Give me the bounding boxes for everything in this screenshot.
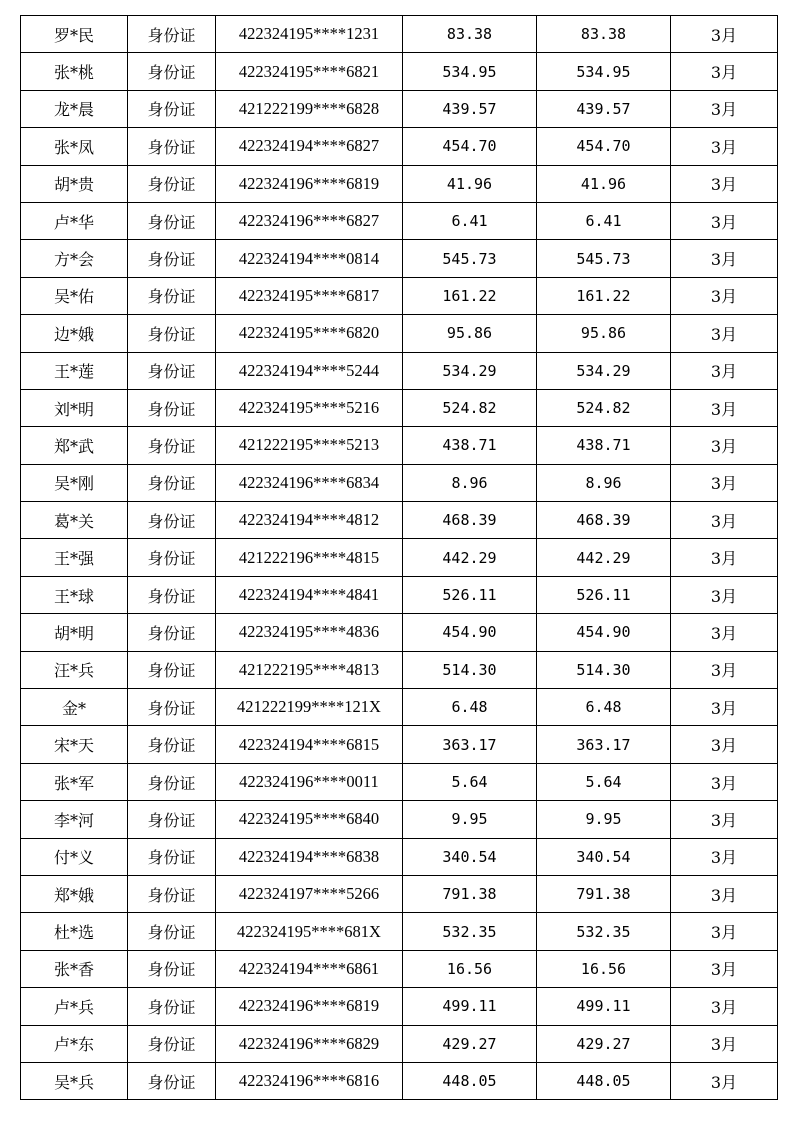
table-row xyxy=(21,277,778,314)
id-type-cell: 身份证 xyxy=(128,875,216,912)
month-cell: 3月 xyxy=(671,913,778,950)
id-number-cell: 422324194****0814 xyxy=(216,240,403,277)
amount-cell: 454.90 xyxy=(403,614,537,651)
name-cell: 刘*明 xyxy=(21,389,128,426)
table-row xyxy=(21,875,778,912)
amount-cell: 363.17 xyxy=(403,726,537,763)
table-row xyxy=(21,502,778,539)
amount-cell: 340.54 xyxy=(403,838,537,875)
name-cell: 葛*关 xyxy=(21,502,128,539)
month-cell: 3月 xyxy=(671,875,778,912)
amount-cell: 6.48 xyxy=(403,689,537,726)
amount-cell: 442.29 xyxy=(403,539,537,576)
table-row xyxy=(21,16,778,53)
name-cell: 罗*民 xyxy=(21,16,128,53)
table-row xyxy=(21,1062,778,1099)
month-cell: 3月 xyxy=(671,502,778,539)
table-row xyxy=(21,838,778,875)
amount-cell: 534.95 xyxy=(403,53,537,90)
name-cell: 郑*娥 xyxy=(21,875,128,912)
id-number-cell: 422324196****6827 xyxy=(216,202,403,239)
paid-amount-cell: 438.71 xyxy=(537,427,671,464)
paid-amount-cell: 16.56 xyxy=(537,950,671,987)
subsidy-table xyxy=(20,15,778,1100)
id-number-cell: 422324195****5216 xyxy=(216,389,403,426)
amount-cell: 454.70 xyxy=(403,128,537,165)
amount-cell: 41.96 xyxy=(403,165,537,202)
amount-cell: 468.39 xyxy=(403,502,537,539)
name-cell: 付*义 xyxy=(21,838,128,875)
month-cell: 3月 xyxy=(671,1062,778,1099)
id-type-cell: 身份证 xyxy=(128,801,216,838)
paid-amount-cell: 524.82 xyxy=(537,389,671,426)
table-row xyxy=(21,240,778,277)
amount-cell: 429.27 xyxy=(403,1025,537,1062)
table-row xyxy=(21,389,778,426)
table-row xyxy=(21,165,778,202)
id-number-cell: 422324195****1231 xyxy=(216,16,403,53)
name-cell: 胡*明 xyxy=(21,614,128,651)
table-body xyxy=(21,16,778,1100)
id-type-cell: 身份证 xyxy=(128,763,216,800)
table-row xyxy=(21,651,778,688)
amount-cell: 448.05 xyxy=(403,1062,537,1099)
table-row xyxy=(21,202,778,239)
month-cell: 3月 xyxy=(671,352,778,389)
paid-amount-cell: 83.38 xyxy=(537,16,671,53)
id-type-cell: 身份证 xyxy=(128,838,216,875)
month-cell: 3月 xyxy=(671,128,778,165)
paid-amount-cell: 454.90 xyxy=(537,614,671,651)
name-cell: 李*河 xyxy=(21,801,128,838)
id-type-cell: 身份证 xyxy=(128,950,216,987)
name-cell: 张*军 xyxy=(21,763,128,800)
table-row xyxy=(21,53,778,90)
month-cell: 3月 xyxy=(671,427,778,464)
table-row xyxy=(21,464,778,501)
id-type-cell: 身份证 xyxy=(128,1062,216,1099)
paid-amount-cell: 8.96 xyxy=(537,464,671,501)
paid-amount-cell: 442.29 xyxy=(537,539,671,576)
paid-amount-cell: 41.96 xyxy=(537,165,671,202)
id-number-cell: 422324196****6816 xyxy=(216,1062,403,1099)
table-row xyxy=(21,913,778,950)
name-cell: 张*凤 xyxy=(21,128,128,165)
paid-amount-cell: 534.29 xyxy=(537,352,671,389)
amount-cell: 545.73 xyxy=(403,240,537,277)
id-number-cell: 422324194****6815 xyxy=(216,726,403,763)
id-type-cell: 身份证 xyxy=(128,913,216,950)
month-cell: 3月 xyxy=(671,240,778,277)
amount-cell: 526.11 xyxy=(403,576,537,613)
month-cell: 3月 xyxy=(671,801,778,838)
table-row xyxy=(21,427,778,464)
amount-cell: 439.57 xyxy=(403,90,537,127)
paid-amount-cell: 6.48 xyxy=(537,689,671,726)
id-type-cell: 身份证 xyxy=(128,202,216,239)
id-number-cell: 421222195****4813 xyxy=(216,651,403,688)
month-cell: 3月 xyxy=(671,90,778,127)
id-type-cell: 身份证 xyxy=(128,240,216,277)
id-number-cell: 422324194****5244 xyxy=(216,352,403,389)
table-row xyxy=(21,726,778,763)
id-number-cell: 422324195****681X xyxy=(216,913,403,950)
name-cell: 边*娥 xyxy=(21,315,128,352)
month-cell: 3月 xyxy=(671,763,778,800)
month-cell: 3月 xyxy=(671,576,778,613)
month-cell: 3月 xyxy=(671,165,778,202)
id-number-cell: 422324195****4836 xyxy=(216,614,403,651)
id-type-cell: 身份证 xyxy=(128,1025,216,1062)
amount-cell: 438.71 xyxy=(403,427,537,464)
paid-amount-cell: 340.54 xyxy=(537,838,671,875)
table-row xyxy=(21,801,778,838)
name-cell: 张*香 xyxy=(21,950,128,987)
id-number-cell: 421222199****121X xyxy=(216,689,403,726)
month-cell: 3月 xyxy=(671,689,778,726)
name-cell: 王*莲 xyxy=(21,352,128,389)
name-cell: 吴*兵 xyxy=(21,1062,128,1099)
table-row xyxy=(21,614,778,651)
table-row xyxy=(21,950,778,987)
table-row xyxy=(21,352,778,389)
name-cell: 汪*兵 xyxy=(21,651,128,688)
id-type-cell: 身份证 xyxy=(128,464,216,501)
month-cell: 3月 xyxy=(671,53,778,90)
table-row xyxy=(21,763,778,800)
id-type-cell: 身份证 xyxy=(128,315,216,352)
paid-amount-cell: 95.86 xyxy=(537,315,671,352)
id-number-cell: 422324197****5266 xyxy=(216,875,403,912)
table-row xyxy=(21,128,778,165)
amount-cell: 534.29 xyxy=(403,352,537,389)
amount-cell: 499.11 xyxy=(403,988,537,1025)
id-number-cell: 422324195****6820 xyxy=(216,315,403,352)
id-type-cell: 身份证 xyxy=(128,726,216,763)
id-type-cell: 身份证 xyxy=(128,128,216,165)
paid-amount-cell: 5.64 xyxy=(537,763,671,800)
paid-amount-cell: 439.57 xyxy=(537,90,671,127)
month-cell: 3月 xyxy=(671,614,778,651)
name-cell: 卢*东 xyxy=(21,1025,128,1062)
paid-amount-cell: 514.30 xyxy=(537,651,671,688)
paid-amount-cell: 161.22 xyxy=(537,277,671,314)
amount-cell: 791.38 xyxy=(403,875,537,912)
id-type-cell: 身份证 xyxy=(128,614,216,651)
name-cell: 卢*兵 xyxy=(21,988,128,1025)
month-cell: 3月 xyxy=(671,950,778,987)
id-number-cell: 422324194****4812 xyxy=(216,502,403,539)
month-cell: 3月 xyxy=(671,464,778,501)
name-cell: 郑*武 xyxy=(21,427,128,464)
table-row xyxy=(21,315,778,352)
name-cell: 张*桃 xyxy=(21,53,128,90)
name-cell: 吴*刚 xyxy=(21,464,128,501)
id-number-cell: 421222195****5213 xyxy=(216,427,403,464)
name-cell: 方*会 xyxy=(21,240,128,277)
amount-cell: 514.30 xyxy=(403,651,537,688)
amount-cell: 5.64 xyxy=(403,763,537,800)
name-cell: 杜*选 xyxy=(21,913,128,950)
paid-amount-cell: 429.27 xyxy=(537,1025,671,1062)
paid-amount-cell: 448.05 xyxy=(537,1062,671,1099)
id-type-cell: 身份证 xyxy=(128,53,216,90)
amount-cell: 95.86 xyxy=(403,315,537,352)
id-type-cell: 身份证 xyxy=(128,502,216,539)
id-type-cell: 身份证 xyxy=(128,352,216,389)
month-cell: 3月 xyxy=(671,315,778,352)
paid-amount-cell: 534.95 xyxy=(537,53,671,90)
amount-cell: 532.35 xyxy=(403,913,537,950)
id-number-cell: 422324196****0011 xyxy=(216,763,403,800)
id-type-cell: 身份证 xyxy=(128,539,216,576)
amount-cell: 6.41 xyxy=(403,202,537,239)
id-type-cell: 身份证 xyxy=(128,427,216,464)
id-number-cell: 422324196****6834 xyxy=(216,464,403,501)
name-cell: 宋*天 xyxy=(21,726,128,763)
paid-amount-cell: 9.95 xyxy=(537,801,671,838)
id-number-cell: 421222199****6828 xyxy=(216,90,403,127)
table-row xyxy=(21,539,778,576)
id-number-cell: 422324195****6817 xyxy=(216,277,403,314)
id-number-cell: 422324194****6838 xyxy=(216,838,403,875)
month-cell: 3月 xyxy=(671,277,778,314)
paid-amount-cell: 454.70 xyxy=(537,128,671,165)
month-cell: 3月 xyxy=(671,1025,778,1062)
id-number-cell: 422324196****6819 xyxy=(216,988,403,1025)
amount-cell: 161.22 xyxy=(403,277,537,314)
table-row xyxy=(21,988,778,1025)
month-cell: 3月 xyxy=(671,838,778,875)
month-cell: 3月 xyxy=(671,651,778,688)
month-cell: 3月 xyxy=(671,389,778,426)
id-type-cell: 身份证 xyxy=(128,165,216,202)
paid-amount-cell: 791.38 xyxy=(537,875,671,912)
id-type-cell: 身份证 xyxy=(128,389,216,426)
paid-amount-cell: 545.73 xyxy=(537,240,671,277)
id-number-cell: 422324196****6819 xyxy=(216,165,403,202)
id-type-cell: 身份证 xyxy=(128,689,216,726)
id-number-cell: 422324195****6821 xyxy=(216,53,403,90)
amount-cell: 9.95 xyxy=(403,801,537,838)
month-cell: 3月 xyxy=(671,539,778,576)
id-type-cell: 身份证 xyxy=(128,576,216,613)
paid-amount-cell: 532.35 xyxy=(537,913,671,950)
id-type-cell: 身份证 xyxy=(128,90,216,127)
id-type-cell: 身份证 xyxy=(128,16,216,53)
id-number-cell: 422324195****6840 xyxy=(216,801,403,838)
name-cell: 金* xyxy=(21,689,128,726)
table-row xyxy=(21,1025,778,1062)
id-number-cell: 422324194****6861 xyxy=(216,950,403,987)
amount-cell: 8.96 xyxy=(403,464,537,501)
amount-cell: 524.82 xyxy=(403,389,537,426)
name-cell: 卢*华 xyxy=(21,202,128,239)
name-cell: 龙*晨 xyxy=(21,90,128,127)
table-row xyxy=(21,576,778,613)
amount-cell: 83.38 xyxy=(403,16,537,53)
paid-amount-cell: 499.11 xyxy=(537,988,671,1025)
table-row xyxy=(21,90,778,127)
paid-amount-cell: 526.11 xyxy=(537,576,671,613)
month-cell: 3月 xyxy=(671,16,778,53)
month-cell: 3月 xyxy=(671,202,778,239)
id-number-cell: 422324194****4841 xyxy=(216,576,403,613)
name-cell: 胡*贵 xyxy=(21,165,128,202)
amount-cell: 16.56 xyxy=(403,950,537,987)
id-number-cell: 421222196****4815 xyxy=(216,539,403,576)
paid-amount-cell: 6.41 xyxy=(537,202,671,239)
month-cell: 3月 xyxy=(671,988,778,1025)
paid-amount-cell: 468.39 xyxy=(537,502,671,539)
id-number-cell: 422324196****6829 xyxy=(216,1025,403,1062)
id-number-cell: 422324194****6827 xyxy=(216,128,403,165)
name-cell: 王*强 xyxy=(21,539,128,576)
table-row xyxy=(21,689,778,726)
month-cell: 3月 xyxy=(671,726,778,763)
id-type-cell: 身份证 xyxy=(128,277,216,314)
id-type-cell: 身份证 xyxy=(128,988,216,1025)
name-cell: 吴*佑 xyxy=(21,277,128,314)
paid-amount-cell: 363.17 xyxy=(537,726,671,763)
id-type-cell: 身份证 xyxy=(128,651,216,688)
name-cell: 王*球 xyxy=(21,576,128,613)
